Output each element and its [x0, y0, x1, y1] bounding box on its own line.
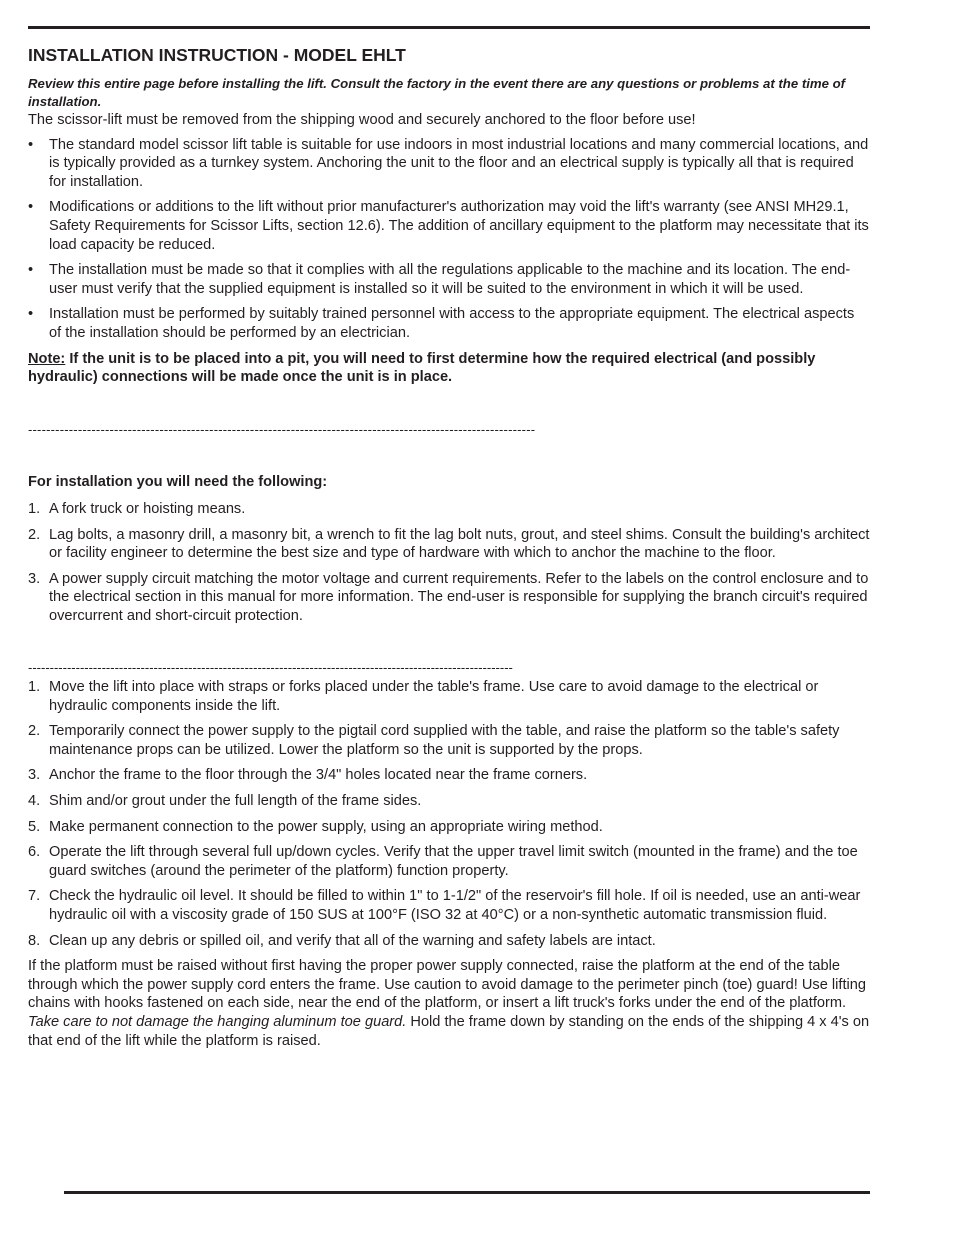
- step-text: Operate the lift through several full up/down cycles. Verify that the upper travel limit switch (mounted in the frame) and the toe guard switches (around the perimeter of the platform) function property.: [49, 844, 858, 879]
- item-text: Lag bolts, a masonry drill, a masonry bit, a wrench to fit the lag bolt nuts, grout, and steel shims. Consult the building's architect or facility engineer to determine the best size and type of hardware with which to anchor the machine to the floor.: [49, 526, 870, 562]
- step-number: 5.: [28, 818, 41, 835]
- step-item: [28, 887, 870, 924]
- step-item: [28, 843, 870, 880]
- document-body: [28, 44, 870, 1050]
- item-number: 2.: [28, 526, 41, 543]
- step-number: 7.: [28, 888, 41, 905]
- step-number: 1.: [28, 679, 41, 696]
- step-item: [28, 766, 870, 785]
- bullet-icon: •: [28, 199, 34, 216]
- step-item: [28, 792, 870, 811]
- bullet-text: Installation must be performed by suitably trained personnel with access to the appropriate equipment. The electrical aspects of the installation should be performed by an electrician.: [49, 306, 855, 341]
- item-text: A fork truck or hoisting means.: [49, 500, 246, 517]
- step-number: 2.: [28, 723, 41, 740]
- list-item: [28, 526, 870, 563]
- step-number: 4.: [28, 793, 41, 810]
- final-text-part2: Hold the frame down by standing on the ends of the shipping 4 x 4's on that end of the lift while the platform is raised.: [28, 1013, 870, 1049]
- item-number: 3.: [28, 570, 41, 587]
- top-rule: [28, 26, 870, 29]
- bullet-icon: •: [28, 306, 34, 323]
- step-number: 6.: [28, 844, 41, 861]
- item-text: A power supply circuit matching the motor voltage and current requirements. Refer to the labels on the control enclosure and to the electrical section in this manual for more information. The end-user is responsible for supplying the branch circuit's required overcurrent and short-circuit protection.: [49, 570, 869, 624]
- step-text: Temporarily connect the power supply to the pigtail cord supplied with the table, and raise the platform so the table's safety maintenance props can be utilized. Lower the platform so the unit is supported by the props.: [49, 723, 840, 758]
- final-text-part1: If the platform must be raised without first having the proper power supply connected, raise the platform at the end of the table through which the power supply cord enters the frame. Use caution to avoid damage to the perimeter pinch (toe) guard! Use lifting chains with hooks fastened on each side, near the end of the platform, or insert a lift truck's forks under the end of the platform.: [28, 958, 866, 1012]
- note-label: Note:: [28, 350, 66, 367]
- bullet-list: [28, 136, 870, 343]
- bullet-icon: •: [28, 136, 34, 153]
- pit-note: [28, 350, 870, 387]
- separator-line: ----------------------------------------------------------------------------------------------------------------: [28, 421, 536, 437]
- step-number: 3.: [28, 767, 41, 784]
- list-item: [28, 500, 870, 519]
- page-title: INSTALLATION INSTRUCTION - MODEL EHLT: [28, 45, 406, 65]
- review-notice: Review this entire page before installing the lift. Consult the factory in the event there are any questions or problems at the time of installation.: [28, 76, 846, 109]
- separator-line: ----------------------------------------------------------------------------------------------------------------: [28, 660, 513, 676]
- step-text: Make permanent connection to the power supply, using an appropriate wiring method.: [49, 818, 603, 835]
- note-text: If the unit is to be placed into a pit, you will need to first determine how the required electrical (and possibly hydraulic) connections will be made once the unit is in place.: [28, 350, 816, 386]
- bullet-item: [28, 136, 870, 192]
- step-item: [28, 678, 870, 715]
- step-text: Move the lift into place with straps or forks placed under the table's frame. Use care to avoid damage to the electrical or hydraulic components inside the lift.: [49, 679, 819, 714]
- step-item: [28, 818, 870, 837]
- step-item: [28, 722, 870, 759]
- bullet-icon: •: [28, 262, 34, 279]
- installation-steps: [28, 678, 870, 950]
- bullet-text: The installation must be made so that it complies with all the regulations applicable to the machine and its location. The end-user must verify that the supplied equipment is installed so it will be suited to the environment in which it will be used.: [49, 262, 851, 297]
- step-item: [28, 932, 870, 951]
- bullet-item: [28, 305, 870, 342]
- intro-text: The scissor-lift must be removed from the shipping wood and securely anchored to the floor before use!: [28, 112, 696, 128]
- bullet-text: Modifications or additions to the lift without prior manufacturer's authorization may void the lift's warranty (see ANSI MH29.1, Safety Requirements for Scissor Lifts, section 12.6). The addition of ancillary equipment to the platform may necessitate that its load capacity be reduced.: [49, 199, 869, 253]
- bullet-item: [28, 198, 870, 254]
- list-item: [28, 570, 870, 626]
- bullet-item: [28, 261, 870, 298]
- requirements-list: [28, 500, 870, 626]
- bottom-rule: [64, 1191, 870, 1194]
- final-warning-italic: Take care to not damage the hanging aluminum toe guard.: [28, 1013, 407, 1030]
- bullet-text: The standard model scissor lift table is suitable for use indoors in most industrial locations and many commercial locations, and is typically provided as a turnkey system. Anchoring the unit to the floor and an electrical supply is typically all that is required for installation.: [49, 136, 869, 190]
- step-text: Clean up any debris or spilled oil, and verify that all of the warning and safety labels are intact.: [49, 932, 656, 949]
- manual-raise-paragraph: [28, 957, 870, 1050]
- item-number: 1.: [28, 500, 41, 517]
- step-number: 8.: [28, 932, 41, 949]
- step-text: Anchor the frame to the floor through the 3/4" holes located near the frame corners.: [49, 767, 588, 784]
- step-text: Shim and/or grout under the full length of the frame sides.: [49, 793, 422, 810]
- requirements-heading: For installation you will need the following:: [28, 474, 328, 491]
- step-text: Check the hydraulic oil level. It should be filled to within 1" to 1-1/2" of the reservoir's fill hole. If oil is needed, use an anti-wear hydraulic oil with a viscosity grade of 150 SUS at 100°F (ISO 32 at 40°C) or a non-synthetic automatic transmission fluid.: [49, 888, 861, 923]
